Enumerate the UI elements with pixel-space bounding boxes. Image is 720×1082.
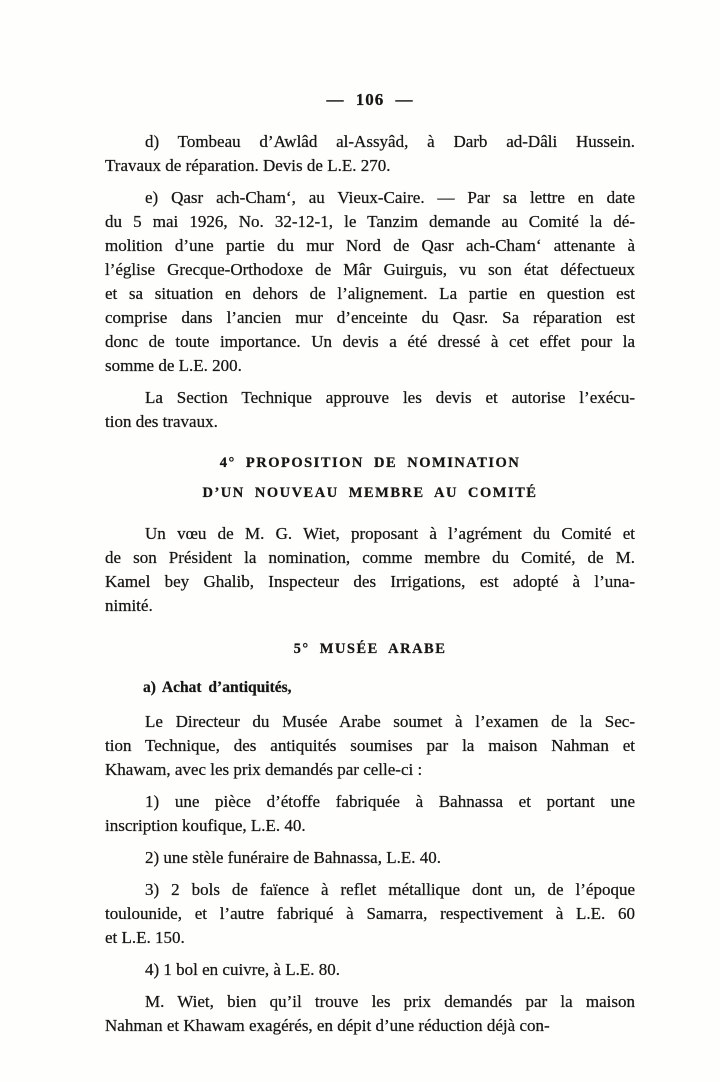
paragraph-item-d (105, 130, 635, 178)
text-line: Khawam, avec les prix demandés par celle-ci : (105, 760, 423, 779)
list-item-2 (105, 846, 635, 870)
section-4-heading (105, 448, 635, 508)
text-line: et sa situation en dehors de l’alignement. La partie en question est (105, 284, 635, 303)
text-line: de son Président la nomination, comme membre du Comité, de M. (105, 548, 635, 567)
text-line: Kamel bey Ghalib, Inspecteur des Irrigations, est adopté à l’una- (105, 572, 635, 591)
text-line: Le Directeur du Musée Arabe soumet à l’examen de la Sec- (145, 712, 635, 731)
list-item-3 (105, 878, 635, 950)
text-line: toulounide, et l’autre fabriqué à Samarra, respectivement à L.E. 60 (105, 904, 635, 923)
text-line: nimité. (105, 596, 153, 615)
text-line: 2) une stèle funéraire de Bahnassa, L.E. 40. (145, 848, 441, 867)
text-line: l’église Grecque-Orthodoxe de Mâr Guirguis, vu son état défectueux (105, 260, 635, 279)
section-4-heading-line-2: D’UN NOUVEAU MEMBRE AU COMITÉ (202, 485, 538, 501)
text-line: tion des travaux. (105, 412, 218, 431)
text-line: somme de L.E. 200. (105, 356, 242, 375)
text-line: comprise dans l’ancien mur d’enceinte du Qasr. Sa réparation est (105, 308, 635, 327)
text-line: d) Tombeau d’Awlâd al-Assyâd, à Darb ad-Dâli Hussein. (145, 132, 635, 151)
text-line: inscription koufique, L.E. 40. (105, 816, 306, 835)
list-item-4 (105, 958, 635, 982)
text-line: 1) une pièce d’étoffe fabriquée à Bahnassa et portant une (145, 792, 635, 811)
page-number: — 106 — (326, 90, 414, 109)
paragraph-closing (105, 990, 635, 1038)
text-line: e) Qasr ach-Cham‘, au Vieux-Caire. — Par sa lettre en date (145, 188, 635, 207)
text-line: Un vœu de M. G. Wiet, proposant à l’agrément du Comité et (145, 524, 635, 543)
list-item-1 (105, 790, 635, 838)
paragraph-intro (105, 710, 635, 782)
section-5-heading: 5° MUSÉE ARABE (293, 641, 447, 657)
subsection-a-label: a) Achat d’antiquités, (143, 679, 292, 696)
section-4-heading-line-1: 4° PROPOSITION DE NOMINATION (219, 455, 521, 471)
text-line: tion Technique, des antiquités soumises par la maison Nahman et (105, 736, 635, 755)
paragraph-approval (105, 386, 635, 434)
text-line: et L.E. 150. (105, 928, 185, 947)
text-line: donc de toute importance. Un devis a été dressé à cet effet pour la (105, 332, 635, 351)
text-line: Nahman et Khawam exagérés, en dépit d’une réduction déjà con- (105, 1016, 550, 1035)
text-line: M. Wiet, bien qu’il trouve les prix demandés par la maison (145, 992, 635, 1011)
text-line: 4) 1 bol en cuivre, à L.E. 80. (145, 960, 340, 979)
text-line: du 5 mai 1926, No. 32-12-1, le Tanzim demande au Comité la dé- (105, 212, 635, 231)
text-line: molition d’une partie du mur Nord de Qasr ach-Cham‘ attenante à (105, 236, 635, 255)
paragraph-item-e (105, 186, 635, 378)
paragraph-nomination (105, 522, 635, 618)
text-line: La Section Technique approuve les devis et autorise l’exécu- (145, 388, 635, 407)
text-line: Travaux de réparation. Devis de L.E. 270. (105, 156, 391, 175)
text-line: 3) 2 bols de faïence à reflet métallique dont un, de l’époque (145, 880, 635, 899)
